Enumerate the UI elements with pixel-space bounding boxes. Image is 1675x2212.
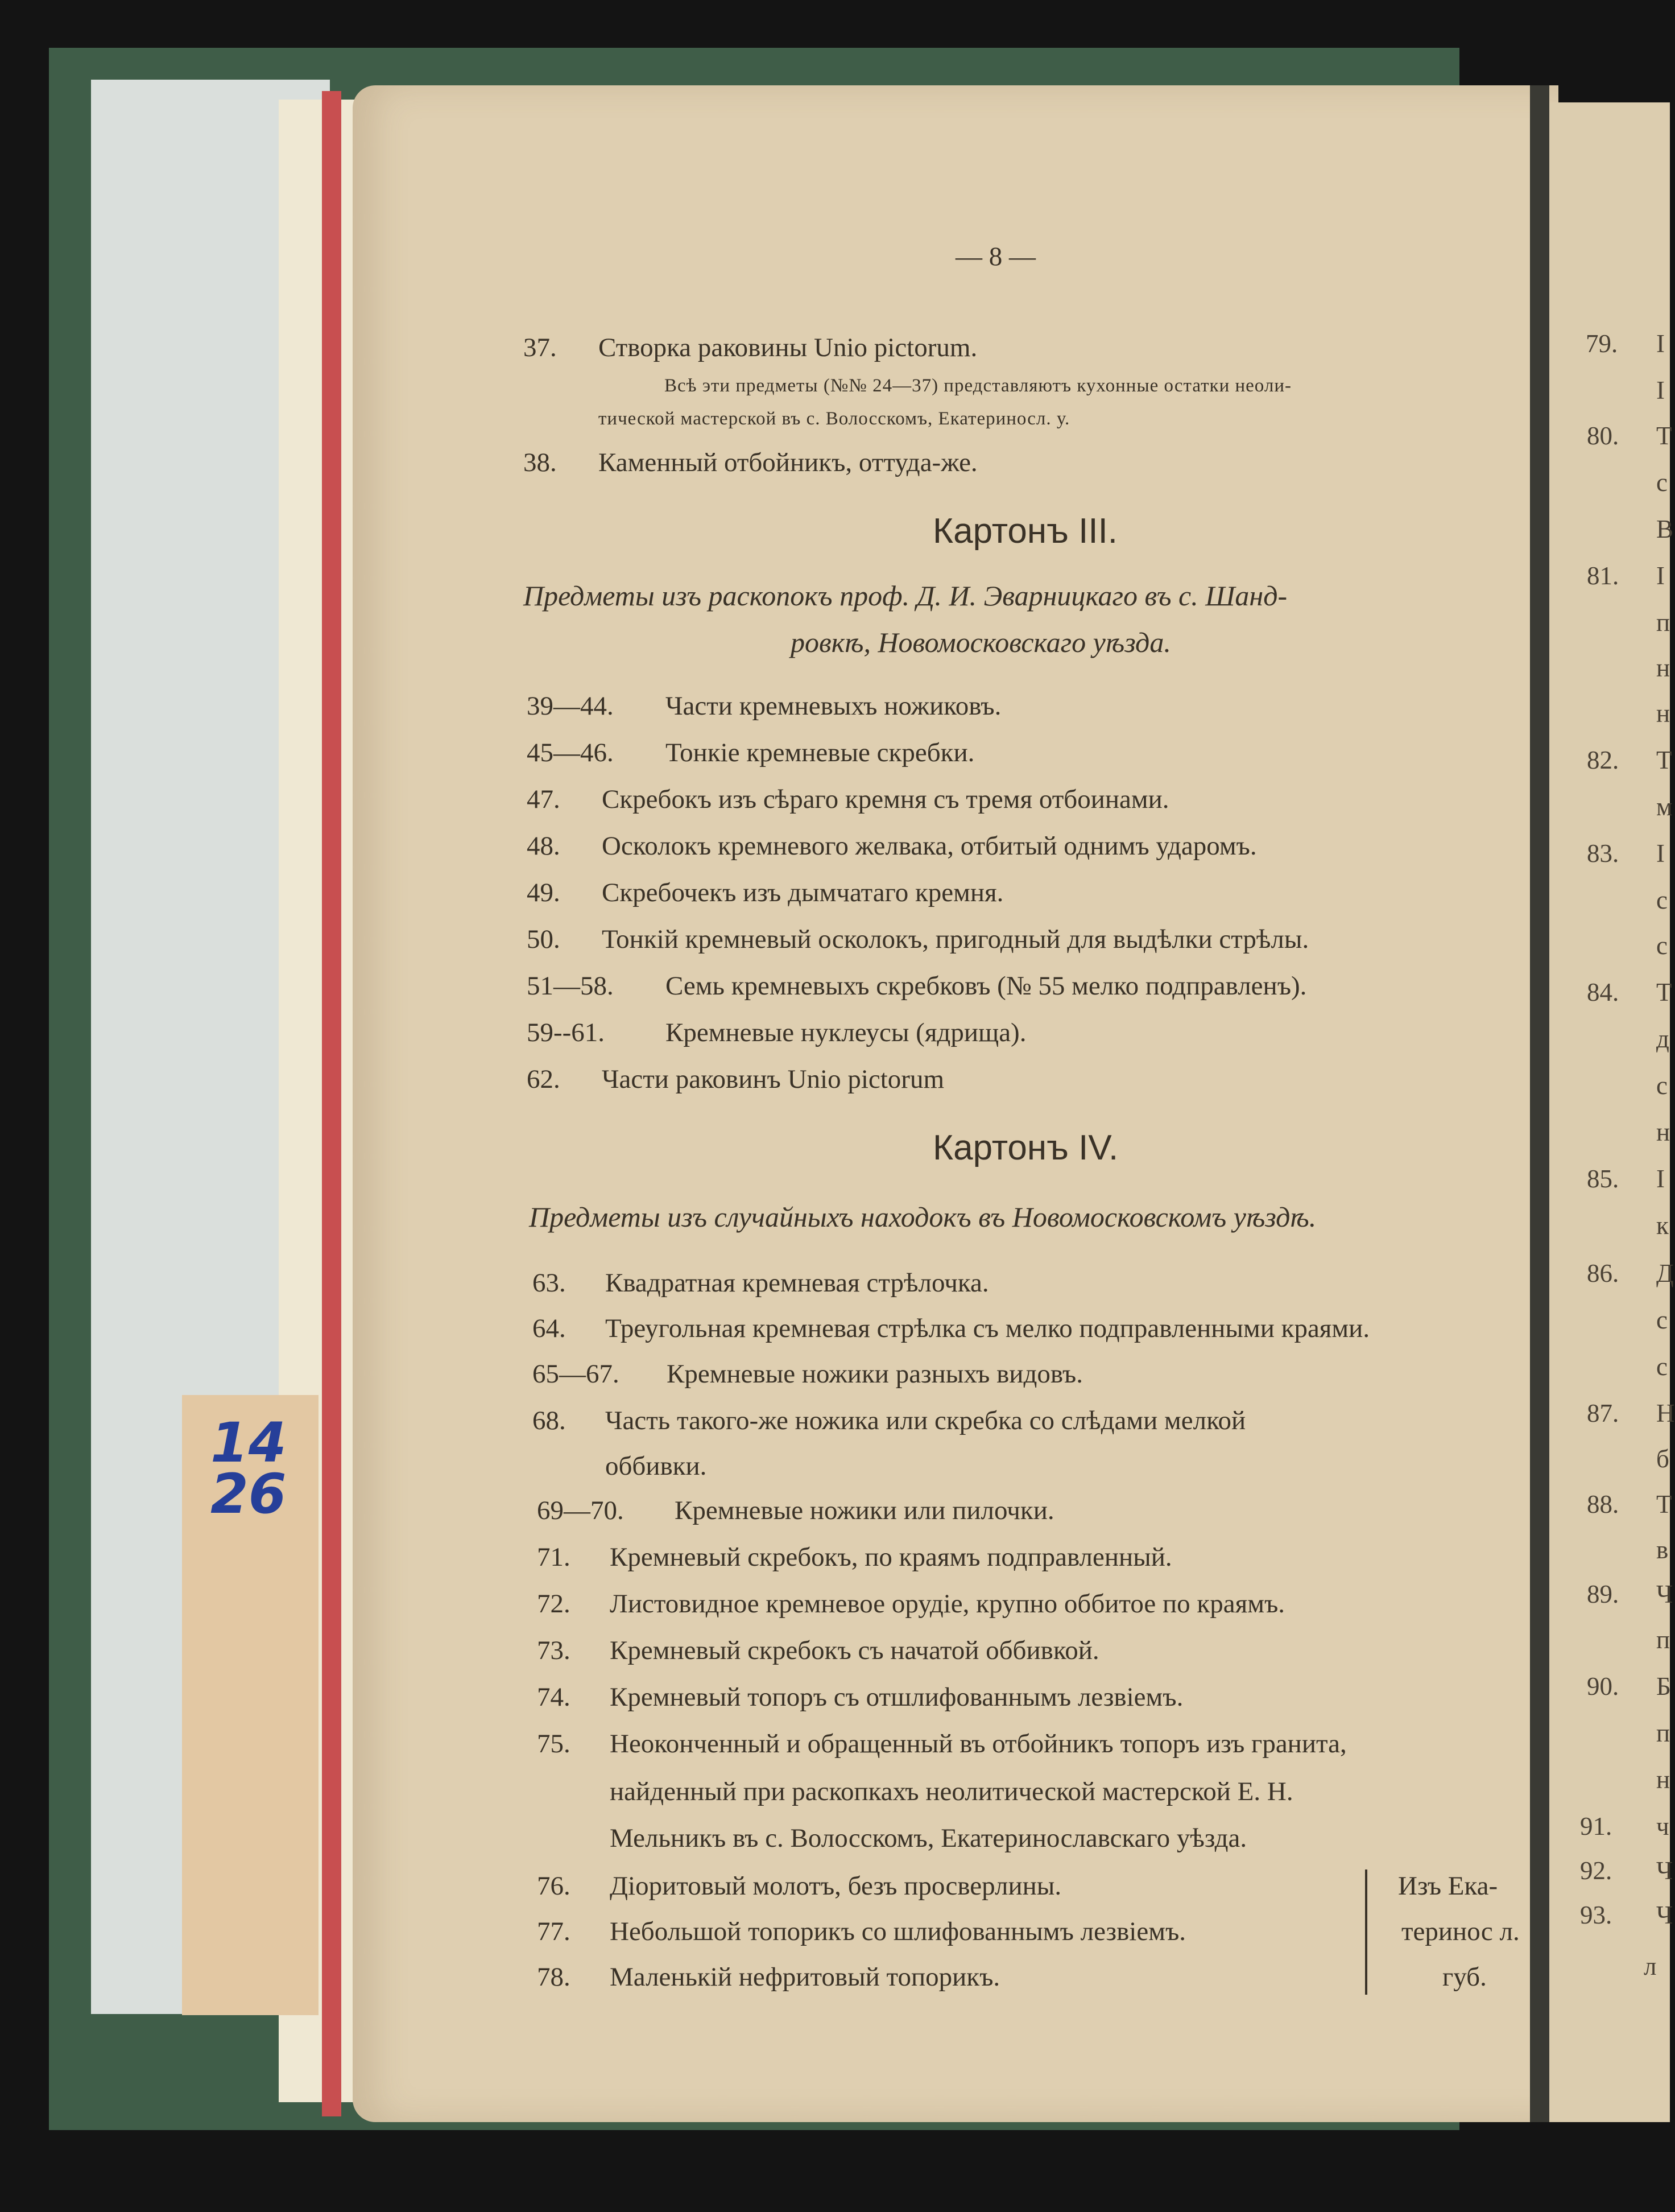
entry-text: Мельникъ въ с. Волосскомъ, Екатеринославскаго уѣзда. [610, 1823, 1247, 1853]
right-page-fragment: п [1656, 1625, 1670, 1654]
entry-number: 71. [537, 1542, 570, 1572]
right-page-fragment: Ч [1656, 1901, 1673, 1929]
entry-text: оббивки. [605, 1451, 707, 1481]
entry-number: 39—44. [527, 691, 614, 721]
red-edge-strip [322, 91, 341, 2116]
right-page-number: 92. [1580, 1856, 1612, 1885]
right-page-number: 93. [1580, 1901, 1612, 1929]
entry-text: Квадратная кремневая стрѣлочка. [605, 1268, 989, 1298]
right-page-fragment: I [1656, 562, 1665, 590]
entry-number: 75. [537, 1729, 570, 1759]
entry-number: 69—70. [537, 1496, 624, 1525]
entry-number: 72. [537, 1589, 570, 1619]
note-line: тической мастерской въ с. Волосскомъ, Екатериносл. у. [598, 408, 1070, 429]
page-number: — 8 — [956, 242, 1036, 271]
entry-number: 76. [537, 1871, 570, 1901]
entry-number: 78. [537, 1962, 570, 1992]
entry-text: Треугольная кремневая стрѣлка съ мелко подправленными краями. [605, 1314, 1370, 1343]
section-heading: Картонъ III. [933, 511, 1118, 551]
right-page-number: 86. [1587, 1259, 1619, 1287]
right-page-fragment: c [1656, 468, 1668, 497]
entry-text: Осколокъ кремневого желвака, отбитый однимъ ударомъ. [602, 831, 1257, 861]
entry-text: Тонкіе кремневые скребки. [665, 738, 975, 767]
bracket-line [1365, 1870, 1367, 1995]
slip-number: 14 [210, 1411, 287, 1475]
right-page-fragment: п [1656, 608, 1670, 637]
right-page-fragment: Ч [1656, 1580, 1673, 1608]
entry-text: Кремневый топоръ съ отшлифованнымъ лезвіемъ. [610, 1682, 1184, 1712]
right-page-number: 88. [1587, 1490, 1619, 1518]
entry-number: 45—46. [527, 738, 614, 767]
right-page-fragment: с [1656, 1071, 1668, 1100]
right-page-fragment: н [1656, 699, 1670, 728]
entry-number: 65—67. [532, 1359, 619, 1389]
entry-number: 51—58. [527, 971, 614, 1001]
right-page-fragment: н [1656, 1765, 1670, 1794]
entry-text: Каменный отбойникъ, оттуда-же. [598, 448, 978, 477]
right-page-number: 87. [1587, 1399, 1619, 1427]
entry-number: 59--61. [527, 1018, 605, 1047]
entry-number: 38. [523, 448, 557, 477]
right-page-fragment: н [1656, 654, 1670, 682]
right-page-fragment: I [1656, 1165, 1665, 1193]
entry-text: Маленькій нефритовый топорикъ. [610, 1962, 1000, 1992]
section-subtitle: Предметы изъ раскопокъ проф. Д. И. Эварницкаго въ с. Шанд- [523, 580, 1288, 612]
entry-text: Части кремневыхъ ножиковъ. [665, 691, 1002, 721]
right-page-number: 90. [1587, 1672, 1619, 1701]
side-note: губ. [1442, 1962, 1487, 1992]
side-note: теринос л. [1401, 1917, 1520, 1946]
right-page-fragment: Б [1656, 1672, 1671, 1701]
entry-text: найденный при раскопкахъ неолитической мастерской Е. Н. [610, 1777, 1293, 1806]
right-page-fragment: T [1656, 746, 1672, 774]
entry-text: Семь кремневыхъ скребковъ (№ 55 мелко подправленъ). [665, 971, 1307, 1001]
right-page-fragment: ч [1656, 1812, 1669, 1840]
entry-number: 74. [537, 1682, 570, 1712]
entry-text: Скребочекъ изъ дымчатаго кремня. [602, 878, 1004, 907]
book-gutter [1530, 85, 1549, 2122]
right-page-fragment: Ч [1656, 1856, 1673, 1885]
right-page-fragment: б [1656, 1445, 1669, 1473]
note-line: Всѣ эти предметы (№№ 24—37) представляютъ кухонные остатки неоли- [664, 375, 1292, 396]
side-note: Изъ Ека- [1398, 1871, 1498, 1901]
right-page-number: 89. [1587, 1580, 1619, 1608]
entry-number: 37. [523, 333, 557, 362]
section-heading: Картонъ IV. [933, 1128, 1119, 1167]
section-subtitle: Предметы изъ случайныхъ находокъ въ Новомосковскомъ уѣздѣ. [529, 1201, 1317, 1233]
entry-number: 64. [532, 1314, 566, 1343]
entry-text: Кремневые ножики или пилочки. [675, 1496, 1054, 1525]
entry-number: 49. [527, 878, 560, 907]
slip-number: 26 [210, 1462, 287, 1526]
right-page-fragment: с [1656, 1352, 1668, 1381]
entry-text: Кремневый скребокъ, по краямъ подправленный. [610, 1542, 1172, 1572]
right-page-fragment: м [1656, 793, 1673, 821]
entry-number: 48. [527, 831, 560, 861]
right-page-fragment: с [1656, 1306, 1668, 1334]
right-page-fragment: с [1656, 886, 1668, 914]
right-page-fragment: T [1656, 978, 1672, 1006]
entry-number: 47. [527, 785, 560, 814]
entry-text: Діоритовый молотъ, безъ просверлины. [610, 1871, 1062, 1901]
right-page-fragment: I [1656, 839, 1665, 868]
entry-number: 73. [537, 1636, 570, 1665]
right-page-fragment: с [1656, 931, 1668, 960]
right-page-fragment: Д [1656, 1259, 1674, 1287]
entry-text: Часть такого-же ножика или скребка со слѣдами мелкой [605, 1406, 1246, 1435]
right-page-fragment: T [1656, 422, 1672, 450]
right-page-fragment: I [1656, 329, 1665, 358]
right-page-fragment: в [1656, 1536, 1669, 1564]
right-page-number: 79. [1586, 329, 1618, 358]
right-page-fragment: Н [1656, 1399, 1675, 1427]
entry-number: 68. [532, 1406, 566, 1435]
right-page-number: 91. [1580, 1812, 1612, 1840]
entry-text: Части раковинъ Unio pictorum [602, 1064, 945, 1094]
entry-text: Кремневый скребокъ съ начатой оббивкой. [610, 1636, 1099, 1665]
entry-number: 63. [532, 1268, 566, 1298]
right-page-number: 83. [1587, 839, 1619, 868]
entry-number: 62. [527, 1064, 560, 1094]
right-page-fragment: л [1644, 1952, 1657, 1980]
entry-text: Кремневые нуклеусы (ядрища). [665, 1018, 1027, 1047]
entry-text: Неоконченный и обращенный въ отбойникъ топоръ изъ гранита, [610, 1729, 1347, 1759]
right-page-number: 80. [1587, 422, 1619, 450]
right-page-number: 85. [1587, 1165, 1619, 1193]
right-page-fragment: T [1656, 1490, 1672, 1518]
right-page-fragment: I [1656, 376, 1665, 405]
right-page-fragment: п [1656, 1719, 1670, 1747]
entry-number: 50. [527, 925, 560, 954]
right-page-number: 82. [1587, 746, 1619, 774]
right-page-fragment: B [1656, 515, 1674, 543]
right-page-fragment: д [1656, 1025, 1669, 1053]
entry-text: Кремневые ножики разныхъ видовъ. [667, 1359, 1083, 1389]
right-page-fragment: к [1656, 1211, 1669, 1240]
entry-number: 77. [537, 1917, 570, 1946]
right-page-number: 84. [1587, 978, 1619, 1006]
entry-text: Скребокъ изъ сѣраго кремня съ тремя отбоинами. [602, 785, 1169, 814]
right-page-fragment: н [1656, 1118, 1670, 1146]
entry-text: Тонкій кремневый осколокъ, пригодный для выдѣлки стрѣлы. [602, 925, 1309, 954]
right-page-number: 81. [1587, 562, 1619, 590]
section-subtitle: ровкѣ, Новомосковскаго уѣзда. [791, 626, 1171, 658]
entry-text: Створка раковины Unio pictorum. [598, 333, 978, 362]
entry-text: Небольшой топорикъ со шлифованнымъ лезвіемъ. [610, 1917, 1186, 1946]
entry-text: Листовидное кремневое орудіе, крупно оббитое по краямъ. [610, 1589, 1285, 1619]
